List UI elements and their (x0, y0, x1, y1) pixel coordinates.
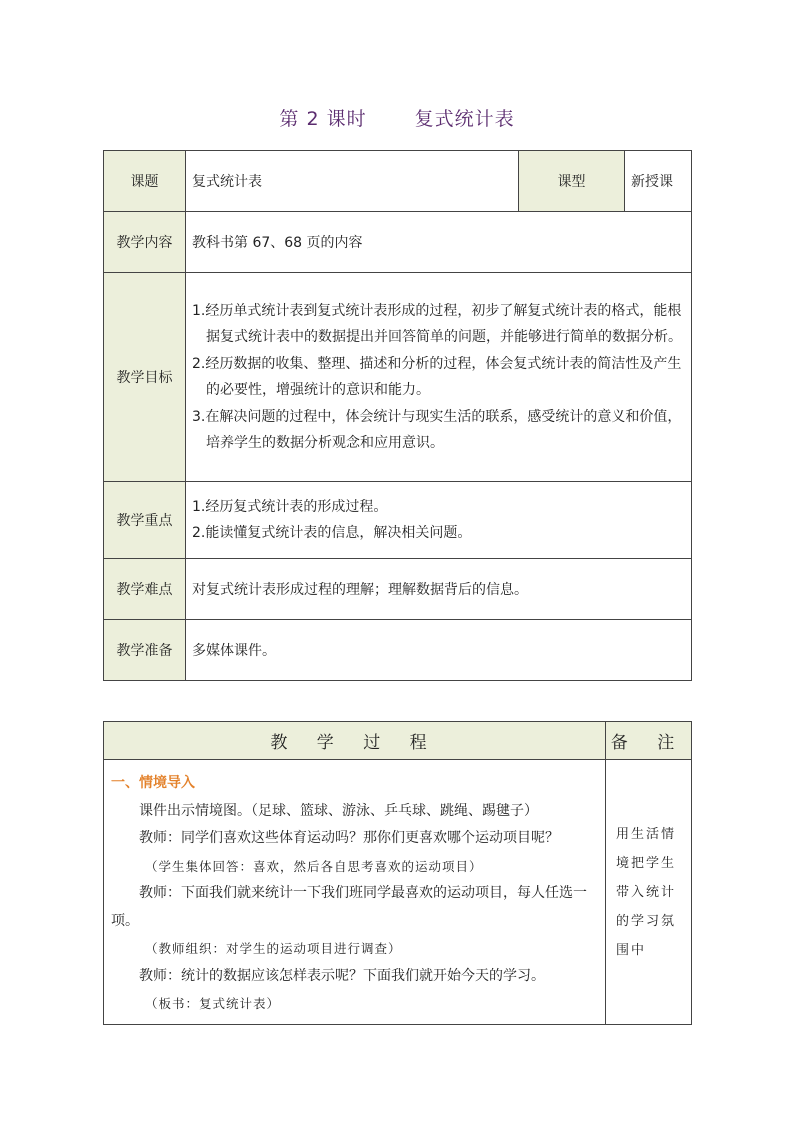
prep-value: 多媒体课件。 (186, 620, 692, 681)
process-table (103, 721, 692, 1025)
content-value: 教科书第 67、68 页的内容 (186, 212, 692, 273)
process-content (104, 760, 606, 1025)
goal-item: 1.经历单式统计表到复式统计表形成的过程，初步了解复式统计表的格式，能根据复式统计表中的数据提出并回答简单的问题，并能够进行简单的数据分析。 (192, 302, 682, 345)
row-key (104, 482, 692, 559)
key-label: 教学重点 (104, 482, 186, 559)
process-line: 课件出示情境图。（足球、篮球、游泳、乒乓球、跳绳、踢毽子） (139, 802, 538, 819)
process-header-row (104, 722, 692, 760)
process-header: 教 学 过 程 (104, 722, 606, 760)
goal-item: 2.经历数据的收集、整理、描述和分析的过程，体会复式统计表的简洁性及产生的必要性，增强统计的意识和能力。 (192, 355, 682, 398)
lesson-number: 第 2 课时 (279, 108, 367, 130)
type-value: 新授课 (625, 151, 692, 212)
process-note: （板书：复式统计表） (145, 996, 281, 1011)
subject-label: 课题 (104, 151, 186, 212)
row-subject (104, 151, 692, 212)
lesson-info-table (103, 150, 692, 681)
key-point: 1.经历复式统计表的形成过程。 (192, 499, 388, 515)
process-note: （学生集体回答：喜欢，然后各自思考喜欢的运动项目） (145, 858, 483, 874)
section-title: 一、情境导入 (111, 775, 195, 791)
remark-text: 用生活情境把学生带入统计的学习氛围中 (606, 760, 692, 1025)
goal-item: 3.在解决问题的过程中，体会统计与现实生活的联系，感受统计的意义和价值，培养学生的数据分析观念和应用意识。 (192, 408, 682, 451)
row-content (104, 212, 692, 273)
goals-value (186, 273, 692, 482)
type-label: 课型 (519, 151, 625, 212)
key-point: 2.能读懂复式统计表的信息，解决相关问题。 (192, 525, 472, 541)
remarks-header: 备 注 (606, 722, 692, 760)
process-note: （教师组织：对学生的运动项目进行调查） (145, 941, 402, 956)
process-body-row (104, 760, 692, 1025)
row-goals (104, 273, 692, 482)
row-difficulty (104, 559, 692, 620)
row-prep (104, 620, 692, 681)
goals-label: 教学目标 (104, 273, 186, 482)
lesson-topic: 复式统计表 (414, 108, 515, 130)
prep-label: 教学准备 (104, 620, 186, 681)
content-label: 教学内容 (104, 212, 186, 273)
difficulty-label: 教学难点 (104, 559, 186, 620)
subject-value: 复式统计表 (186, 151, 519, 212)
key-value (186, 482, 692, 559)
process-line: 教师：同学们喜欢这些体育运动吗？那你们更喜欢哪个运动项目呢？ (139, 830, 559, 846)
page-title (0, 104, 794, 131)
process-line: 教师：统计的数据应该怎样表示呢？下面我们就开始今天的学习。 (139, 967, 545, 984)
process-line: 教师：下面我们就来统计一下我们班同学最喜欢的运动项目，每人任选一项。 (111, 885, 587, 929)
difficulty-value: 对复式统计表形成过程的理解；理解数据背后的信息。 (186, 559, 692, 620)
